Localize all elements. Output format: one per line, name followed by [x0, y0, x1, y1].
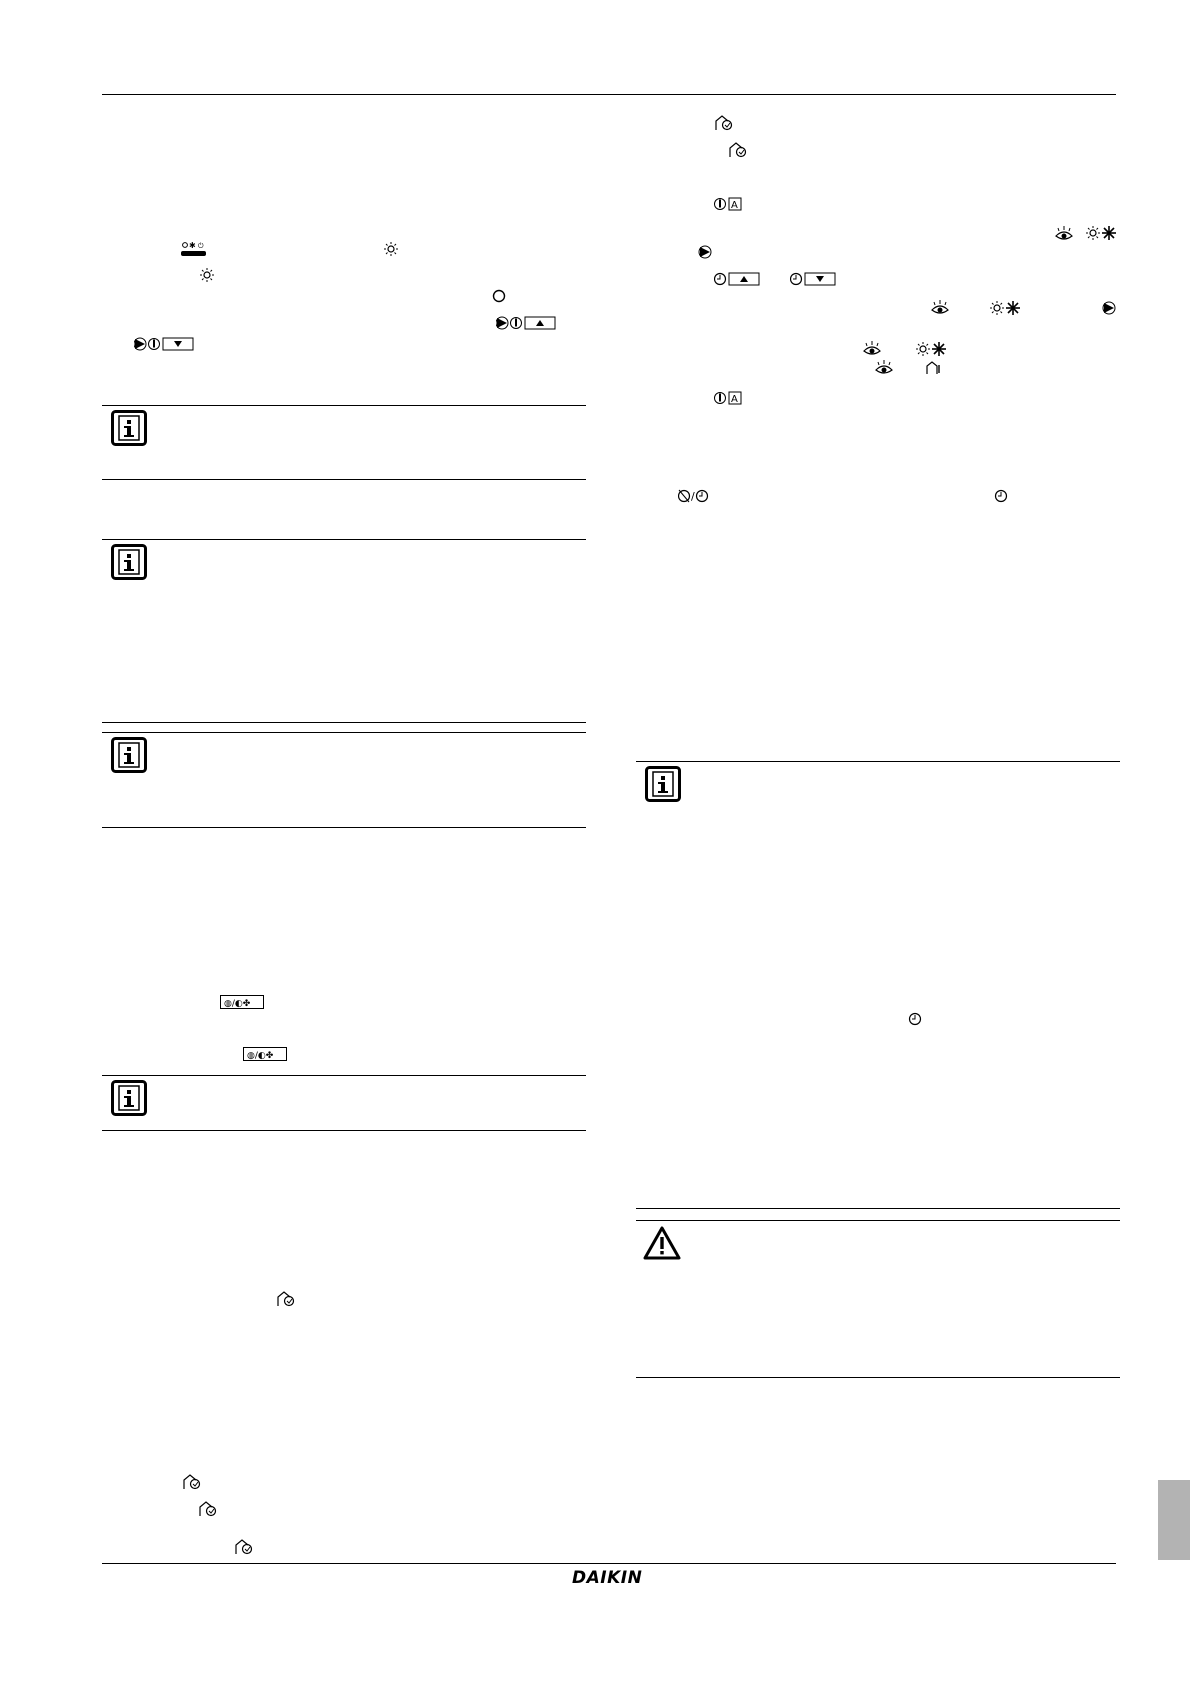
operation-mode-button-icon	[220, 995, 264, 1009]
svg-text:◍/◐✤: ◍/◐✤	[224, 999, 251, 1009]
note-rule	[102, 722, 586, 723]
chapter-side-tab	[1158, 1480, 1190, 1560]
house-icon	[182, 1474, 202, 1490]
play-icon	[1102, 301, 1116, 315]
info-icon	[111, 544, 147, 580]
note-rule	[102, 479, 586, 480]
house-icon	[198, 1501, 218, 1517]
warning-rule	[636, 1208, 1120, 1209]
info-icon	[111, 410, 147, 446]
warning-rule	[636, 1377, 1120, 1378]
house-icon	[276, 1291, 296, 1307]
thermometer-auto-icon	[714, 391, 742, 405]
sun-icon	[916, 342, 930, 356]
house-icon	[714, 115, 734, 131]
warning-icon	[643, 1226, 681, 1260]
eye-icon	[874, 360, 894, 376]
svg-text:⏻: ⏻	[198, 242, 204, 250]
eye-icon	[862, 341, 882, 357]
svg-text:A: A	[731, 394, 738, 405]
sun-icon	[990, 301, 1004, 315]
svg-text:✱: ✱	[189, 241, 196, 250]
setpoint-up-button-icon	[496, 316, 556, 330]
info-icon	[645, 766, 681, 802]
snowflake-icon	[1006, 301, 1020, 315]
clock-icon	[908, 1012, 922, 1026]
note-rule	[102, 1075, 586, 1076]
svg-text:A: A	[731, 200, 738, 211]
sun-icon	[200, 268, 214, 282]
sun-icon	[1086, 226, 1100, 240]
house-thermometer-icon	[926, 361, 942, 375]
sun-icon	[384, 242, 398, 256]
snowflake-icon	[1102, 226, 1116, 240]
header-rule	[102, 94, 1116, 95]
house-icon	[728, 142, 748, 158]
operation-mode-button-icon	[243, 1047, 287, 1061]
note-rule	[102, 827, 586, 828]
thermometer-auto-icon	[714, 197, 742, 211]
house-icon	[234, 1539, 254, 1555]
note-rule	[102, 539, 586, 540]
eye-icon	[930, 300, 950, 316]
note-rule	[102, 732, 586, 733]
clock-up-button-icon	[714, 272, 760, 286]
svg-text:◍/◐✤: ◍/◐✤	[247, 1051, 274, 1061]
warning-rule	[636, 1220, 1120, 1221]
circle-icon	[492, 289, 506, 303]
brand-logo	[572, 1568, 648, 1588]
clock-down-button-icon	[790, 272, 836, 286]
clock-icon	[994, 489, 1008, 503]
heating-cooling-onoff-button-icon	[180, 241, 208, 257]
note-rule	[102, 1130, 586, 1131]
note-rule	[102, 405, 586, 406]
footer-rule	[102, 1563, 1116, 1564]
snowflake-icon	[932, 342, 946, 356]
info-icon	[111, 737, 147, 773]
info-icon	[111, 1080, 147, 1116]
setpoint-down-button-icon	[134, 337, 194, 351]
brand-logo-text: DAIKIN	[572, 1568, 643, 1588]
schedule-toggle-icon	[678, 489, 710, 503]
eye-icon	[1054, 226, 1074, 242]
play-icon	[698, 245, 712, 259]
svg-text:/: /	[691, 490, 695, 503]
note-rule	[636, 761, 1120, 762]
